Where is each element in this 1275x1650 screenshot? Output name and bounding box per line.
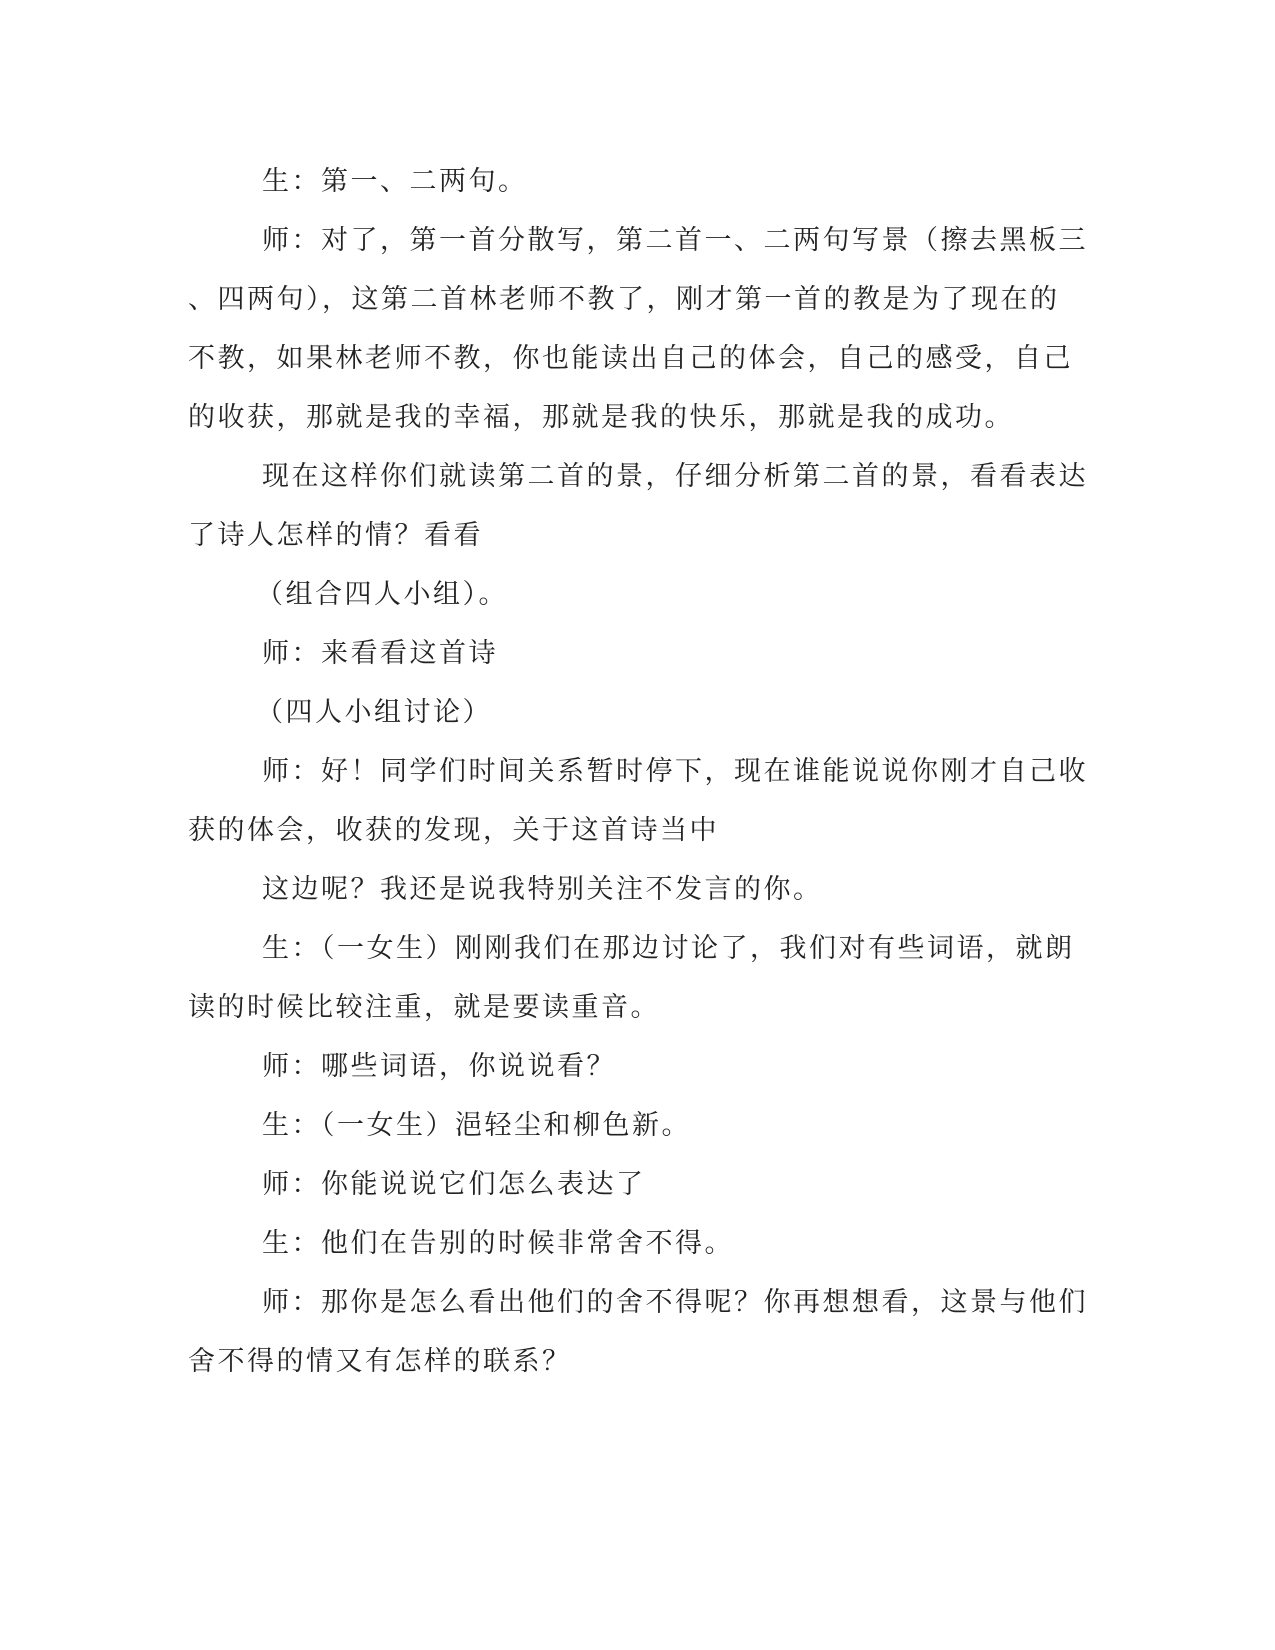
text-line-16: 师：哪些词语，你说说看？: [262, 1051, 616, 1082]
text-line-3: 、四两句），这第二首林老师不教了，刚才第一首的教是为了现在的: [188, 284, 1060, 315]
text-line-7: 了诗人怎样的情？看看: [188, 520, 483, 551]
text-line-20: 师：那你是怎么看出他们的舍不得呢？你再想想看，这景与他们: [262, 1287, 1088, 1318]
text-line-18: 师：你能说说它们怎么表达了: [262, 1169, 646, 1200]
text-line-8: （组合四人小组）。: [256, 579, 508, 610]
text-line-13: 这边呢？我还是说我特别关注不发言的你。: [262, 874, 823, 905]
text-line-15: 读的时候比较注重，就是要读重音。: [188, 992, 660, 1023]
text-line-14: 生：（一女生）刚刚我们在那边讨论了，我们对有些词语，就朗: [262, 933, 1075, 964]
text-line-10: （四人小组讨论）: [256, 697, 492, 728]
text-line-21: 舍不得的情又有怎样的联系？: [188, 1346, 572, 1377]
text-line-1: 生：第一、二两句。: [262, 166, 528, 197]
text-line-17: 生：（一女生）浥轻尘和柳色新。: [262, 1110, 691, 1141]
text-line-11: 师：好！同学们时间关系暂时停下，现在谁能说说你刚才自己收: [262, 756, 1088, 787]
text-line-4: 不教，如果林老师不教，你也能读出自己的体会，自己的感受，自己: [188, 343, 1073, 374]
text-line-2: 师：对了，第一首分散写，第二首一、二两句写景（擦去黑板三: [262, 225, 1088, 256]
text-line-12: 获的体会，收获的发现，关于这首诗当中: [188, 815, 719, 846]
text-line-6: 现在这样你们就读第二首的景，仔细分析第二首的景，看看表达: [262, 461, 1088, 492]
text-line-5: 的收获，那就是我的幸福，那就是我的快乐，那就是我的成功。: [188, 402, 1014, 433]
text-line-9: 师：来看看这首诗: [262, 638, 498, 669]
text-line-19: 生：他们在告别的时候非常舍不得。: [262, 1228, 734, 1259]
